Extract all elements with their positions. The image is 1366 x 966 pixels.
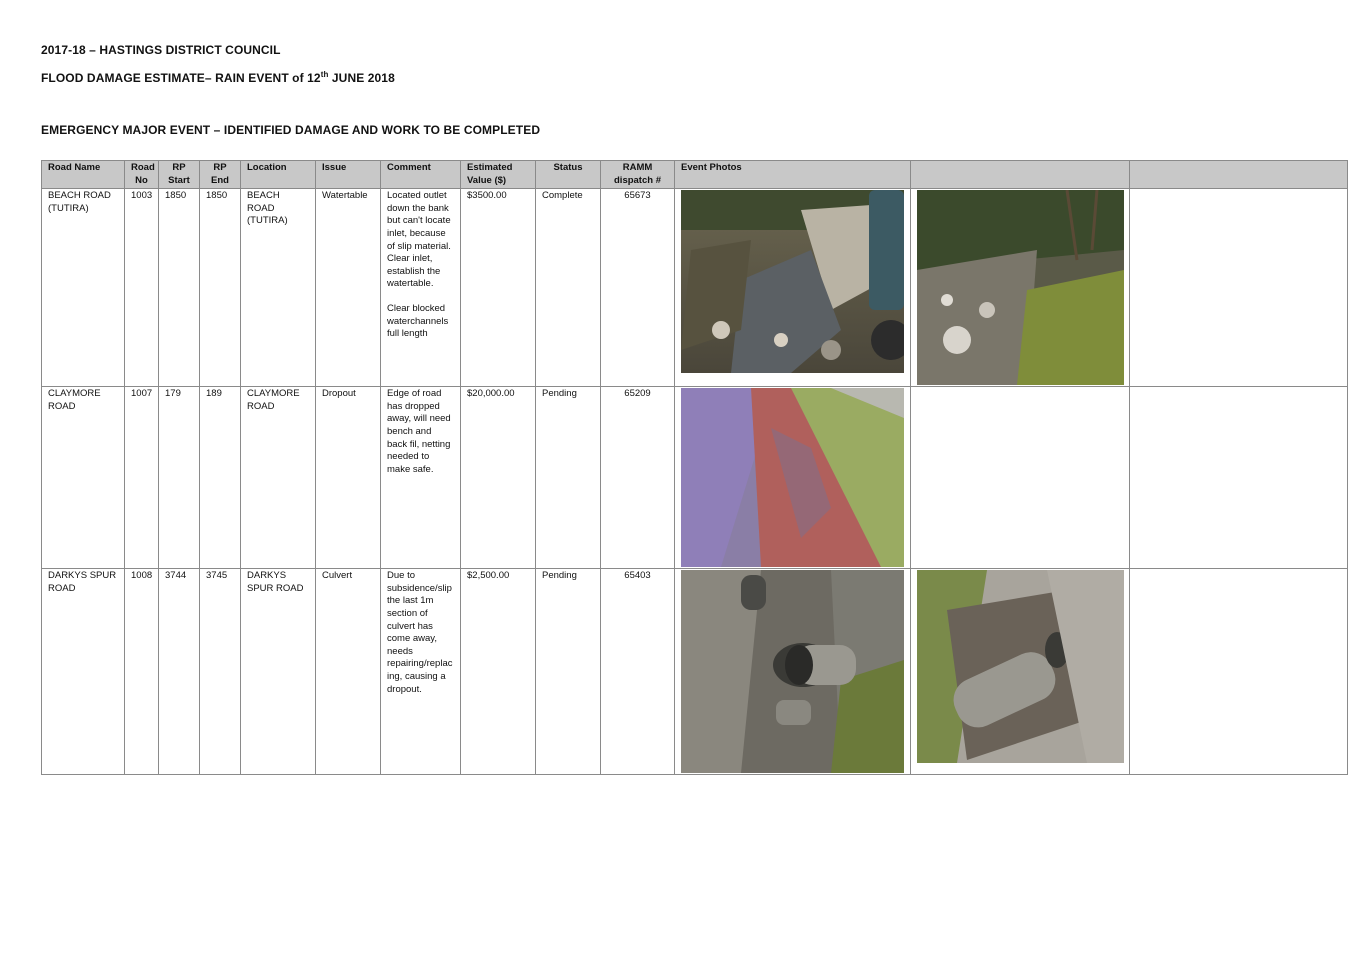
- cell-rp-end: 1850: [200, 189, 241, 387]
- header-ramm: [601, 161, 675, 189]
- cell-rp-start: 3744: [159, 569, 200, 775]
- header-comment: Comment: [381, 161, 461, 189]
- road-edge-dropout-photo: [681, 388, 904, 567]
- header-rp-start-line1: RP: [172, 162, 186, 173]
- cell-status: Complete: [536, 189, 601, 387]
- cell-ramm: 65403: [601, 569, 675, 775]
- table-row: [42, 569, 1348, 775]
- cell-photo: [911, 189, 1130, 387]
- cell-road-no: 1008: [125, 569, 159, 775]
- cell-road-no: 1003: [125, 189, 159, 387]
- cell-issue: Dropout: [316, 387, 381, 569]
- cell-issue: Watertable: [316, 189, 381, 387]
- cell-photo: [911, 569, 1130, 775]
- header-event-photos: Event Photos: [675, 161, 911, 189]
- damage-table: [41, 160, 1348, 775]
- slip-material-photo: [917, 190, 1123, 385]
- header-rp-end-line1: RP: [213, 162, 227, 173]
- header-rp-end: [200, 161, 241, 189]
- estimate-title: [41, 70, 395, 85]
- cell-status: Pending: [536, 387, 601, 569]
- cell-photo: [675, 189, 911, 387]
- comment-paragraph: Due to subsidence/slip the last 1m section of culvert has come away, needs repairing/replacing, causing a dropout.: [387, 570, 453, 695]
- header-estimated-value: [461, 161, 536, 189]
- header-ramm-line1: RAMM: [622, 162, 653, 173]
- header-road-no: [125, 161, 159, 189]
- header-rp-end-line2: End: [211, 174, 229, 186]
- cell-location: DARKYS SPUR ROAD: [241, 569, 316, 775]
- cell-location: BEACH ROAD (TUTIRA): [241, 189, 316, 387]
- cell-blank: [1130, 189, 1348, 387]
- table-row: [42, 189, 1348, 387]
- section-title: EMERGENCY MAJOR EVENT – IDENTIFIED DAMAGE AND WORK TO BE COMPLETED: [41, 123, 541, 137]
- table-header-row: [42, 161, 1348, 189]
- cell-blank: [911, 387, 1130, 569]
- header-location: Location: [241, 161, 316, 189]
- header-value-line2: Value ($): [467, 174, 507, 186]
- header-rp-start: [159, 161, 200, 189]
- cell-road-name: CLAYMORE ROAD: [42, 387, 125, 569]
- council-title: 2017-18 – HASTINGS DISTRICT COUNCIL: [41, 43, 281, 57]
- header-ramm-line2: dispatch #: [614, 174, 661, 186]
- header-value-line1: Estimated: [467, 162, 513, 173]
- cell-ramm: 65673: [601, 189, 675, 387]
- header-blank-1: [911, 161, 1130, 189]
- muddy-watertable-photo: [681, 190, 904, 373]
- comment-paragraph: Clear blocked waterchannels full length: [387, 302, 449, 340]
- cell-rp-end: 3745: [200, 569, 241, 775]
- broken-culvert-photo: [681, 570, 904, 773]
- comment-paragraph: Located outlet down the bank but can't locate inlet, because of slip material. Clear inlet, establish the watertable.: [387, 190, 451, 290]
- comment-paragraph: Edge of road has dropped away, will need bench and back fil, netting needed to make safe.: [387, 388, 451, 475]
- cell-rp-end: 189: [200, 387, 241, 569]
- cell-issue: Culvert: [316, 569, 381, 775]
- cell-location: CLAYMORE ROAD: [241, 387, 316, 569]
- cell-road-name: DARKYS SPUR ROAD: [42, 569, 125, 775]
- cell-road-name: BEACH ROAD (TUTIRA): [42, 189, 125, 387]
- header-issue: Issue: [316, 161, 381, 189]
- cell-estimated-value: $20,000.00: [461, 387, 536, 569]
- cell-comment: [381, 189, 461, 387]
- cell-comment: [381, 387, 461, 569]
- cell-road-no: 1007: [125, 387, 159, 569]
- header-road-no-line1: Road: [131, 162, 155, 173]
- cell-rp-start: 1850: [159, 189, 200, 387]
- cell-estimated-value: $2,500.00: [461, 569, 536, 775]
- cell-photo: [675, 387, 911, 569]
- cell-blank: [1130, 569, 1348, 775]
- table-row: [42, 387, 1348, 569]
- header-rp-start-line2: Start: [168, 174, 190, 186]
- cell-blank: [1130, 387, 1348, 569]
- header-blank-2: [1130, 161, 1348, 189]
- cell-comment: [381, 569, 461, 775]
- header-road-no-line2: No: [135, 174, 148, 186]
- cell-ramm: 65209: [601, 387, 675, 569]
- header-status: Status: [536, 161, 601, 189]
- cell-status: Pending: [536, 569, 601, 775]
- cell-photo: [675, 569, 911, 775]
- estimate-title-suffix: JUNE 2018: [328, 71, 395, 85]
- estimate-title-sup: th: [320, 70, 329, 79]
- header-road-name: Road Name: [42, 161, 125, 189]
- cell-estimated-value: $3500.00: [461, 189, 536, 387]
- culvert-pipe-photo: [917, 570, 1123, 763]
- cell-rp-start: 179: [159, 387, 200, 569]
- estimate-title-prefix: FLOOD DAMAGE ESTIMATE– RAIN EVENT of 12: [41, 71, 321, 85]
